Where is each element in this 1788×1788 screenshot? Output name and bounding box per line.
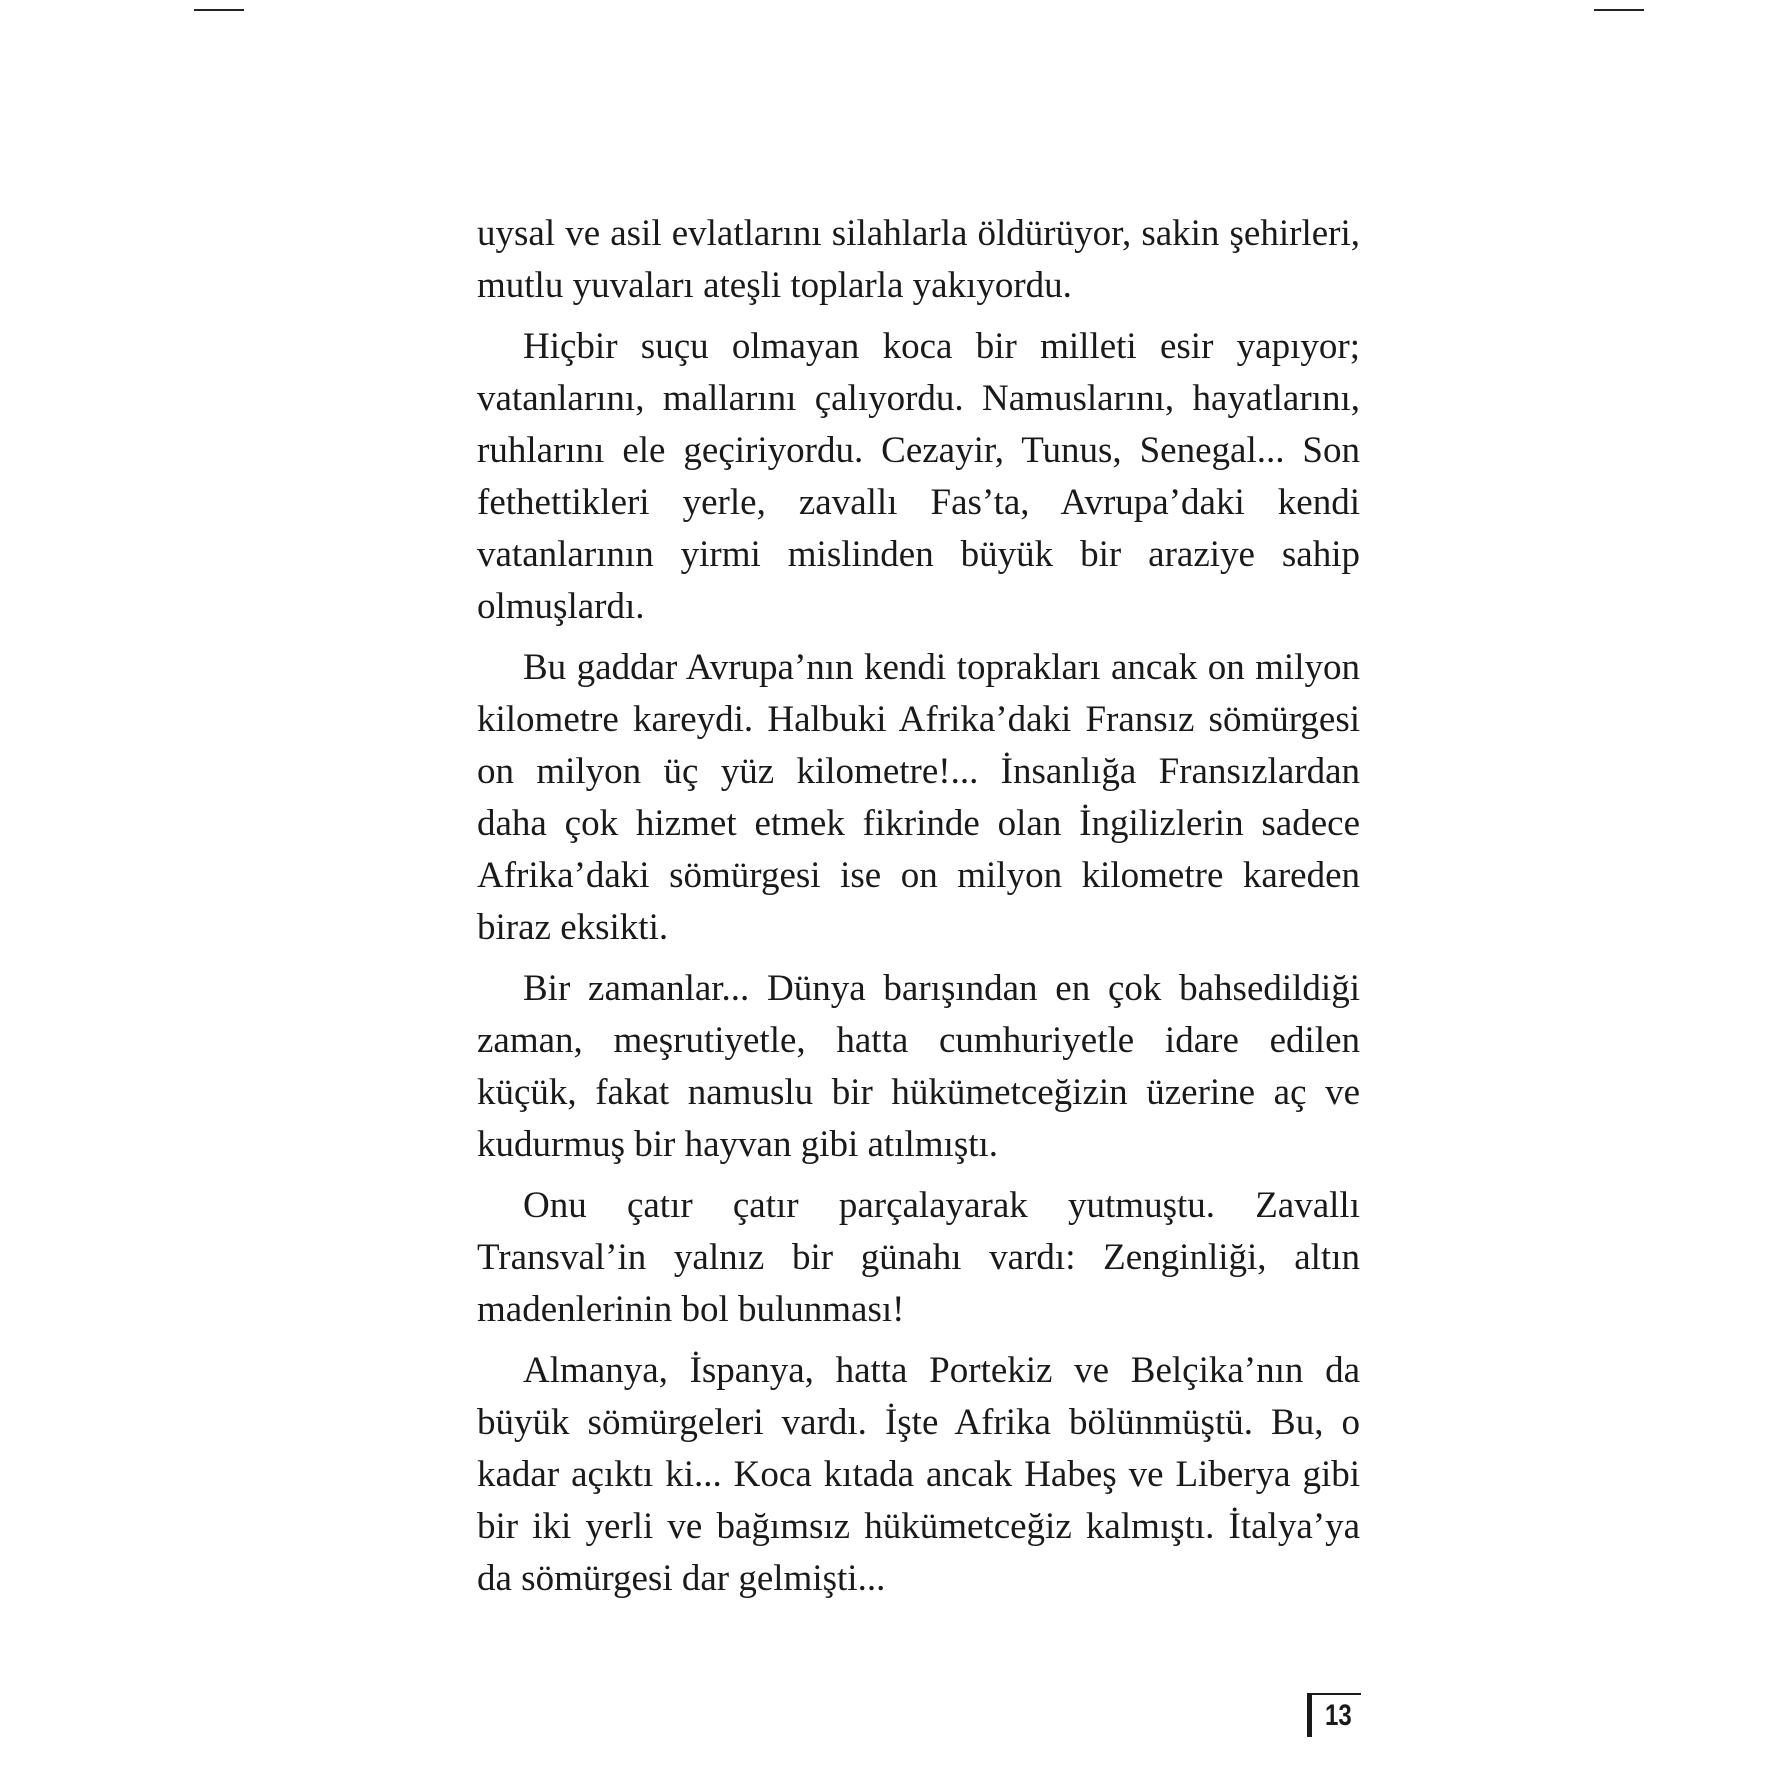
crop-mark-right [1594,9,1644,11]
paragraph: Bu gaddar Avrupa’nın kendi toprakları ancak on milyon kilometre kareydi. Halbuki Afrika’daki Fransız sömürgesi on milyon üç yüz kilometre!... İnsanlığa Fransızlardan daha çok hizmet etmek fikrinde olan İngilizlerin sadece Afrika’daki sömürgesi ise on milyon kilometre kareden biraz eksikti. [477,647,1360,948]
folio-bracket-top [1307,1693,1361,1695]
paragraph: Onu çatır çatır parçalayarak yutmuştu. Zavallı Transval’in yalnız bir günahı vardı: Zenginliği, altın madenlerinin bol bulunması! [477,1185,1360,1330]
page-number: 13 [1325,1699,1352,1732]
page-number-marker [1303,1693,1361,1737]
folio-bracket-side [1307,1693,1312,1737]
body-text [477,208,1360,1614]
crop-mark-left [194,9,244,11]
paragraph: Bir zamanlar... Dünya barışından en çok bahsedildiği zaman, meşrutiyetle, hatta cumhuriyetle idare edilen küçük, fakat namuslu bir hükümetceğizin üzerine aç ve kudurmuş bir hayvan gibi atılmıştı. [477,968,1360,1165]
paragraph: uysal ve asil evlatlarını silahlarla öldürüyor, sakin şehirleri, mutlu yuvaları ateşli toplarla yakıyordu. [477,213,1360,306]
paragraph: Almanya, İspanya, hatta Portekiz ve Belçika’nın da büyük sömürgeleri vardı. İşte Afrika bölünmüştü. Bu, o kadar açıktı ki... Koca kıtada ancak Habeş ve Liberya gibi bir iki yerli ve bağımsız hükümetceğiz kalmıştı. İtalya’ya da sömürgesi dar gelmişti... [477,1350,1360,1599]
paragraph: Hiçbir suçu olmayan koca bir milleti esir yapıyor; vatanlarını, mallarını çalıyordu. Namuslarını, hayatlarını, ruhlarını ele geçiriyordu. Cezayir, Tunus, Senegal... Son fethettikleri yerle, zavallı Fas’ta, Avrupa’daki kendi vatanlarının yirmi mislinden büyük bir araziye sahip olmuşlardı. [477,326,1360,627]
